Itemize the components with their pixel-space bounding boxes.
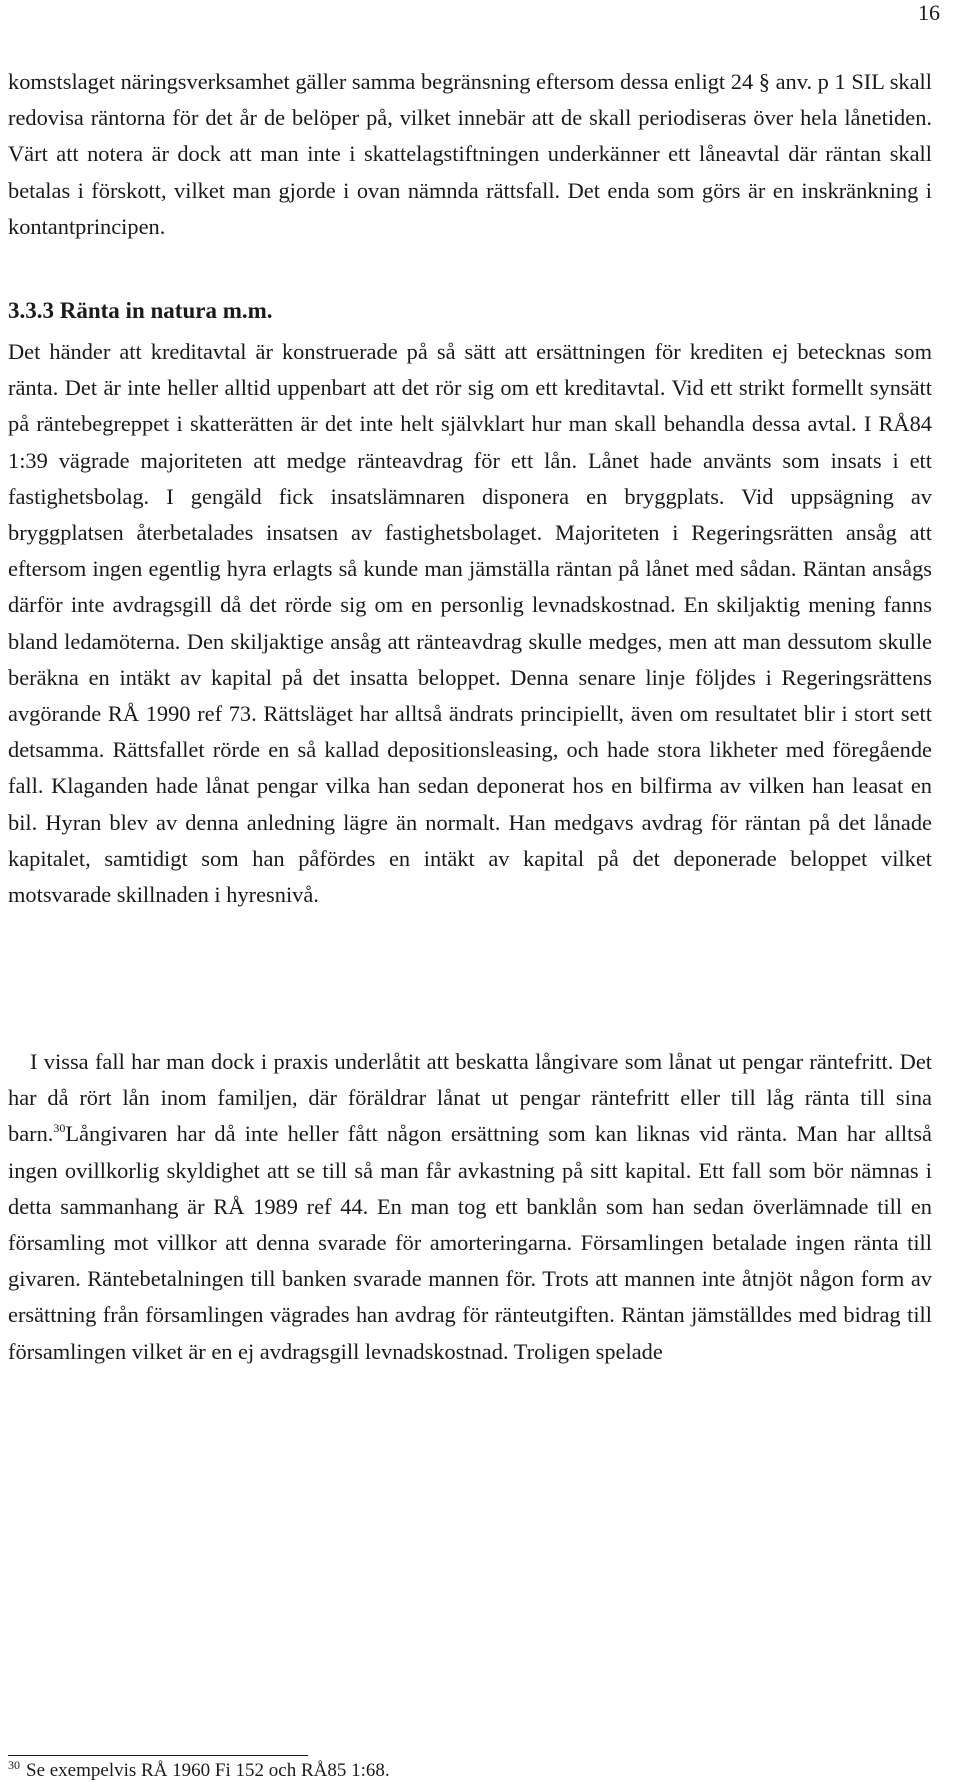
footnote-number: 30 (8, 1758, 20, 1772)
footnote-divider (8, 1755, 308, 1756)
page-number: 16 (918, 0, 940, 25)
paragraph-text: Det händer att kreditavtal är konstruerade på så sätt att ersättningen för krediten ej betecknas som ränta. Det är inte heller alltid uppenbart att det rör sig om ett kreditavtal. Vid ett strikt formellt synsätt på räntebegreppet i skatterätten är det inte helt självklart hur man skall behandla dessa avtal. I RÅ84 1:39 vägrade majoriteten att medge ränteavdrag för ett lån. Lånet hade använts som insats i ett fastighetsbolag. I gengäld fick insatslämnaren disponera en bryggplats. Vid uppsägning av bryggplatsen återbetalades insatsen av fastighetsbolaget. Majoriteten i Regeringsrätten ansåg att eftersom ingen egentlig hyra erlagts så kunde man jämställa räntan på lånet med sådan. Räntan ansågs därför inte avdragsgill då det rörde sig om en personlig levnadskostnad. En skiljaktig mening fanns bland ledamöterna. Den skiljaktige ansåg att ränteavdrag skulle medges, men att man dessutom skulle beräkna en intäkt av kapital på det insatta beloppet. Denna senare linje följdes i Regeringsrättens avgörande RÅ 1990 ref 73. Rättsläget har alltså ändrats principiellt, även om resultatet blir i stort sett detsamma. Rättsfallet rörde en så kallad depositionsleasing, och hade stora likheter med föregående fall. Klaganden hade lånat pengar vilka han sedan deponerat hos en bilfirma av vilken han leasat en bil. Hyran blev av denna anledning lägre än normalt. Han medgavs avdrag för räntan på det lånade kapitalet, samtidigt som han påfördes en intäkt av kapital på det deponerade beloppet vilket motsvarade skillnaden i hyresnivå. (8, 339, 932, 908)
footnote (8, 1760, 390, 1782)
paragraph-text (8, 1044, 932, 1370)
section-heading: 3.3.3 Ränta in natura m.m. (8, 298, 273, 323)
body-paragraph-3 (8, 1044, 932, 1370)
footnote-text: Se exempelvis RÅ 1960 Fi 152 och RÅ85 1:68. (26, 1760, 390, 1781)
footnote-reference[interactable]: 30 (53, 1121, 66, 1136)
paragraph-text-part: I vissa fall har man dock i praxis underlåtit att beskatta långivare som lånat ut pengar räntefritt. Det har då rört lån inom familjen, där föräldrar lånat ut pengar räntefritt eller till låg ränta till sina barn. (8, 1049, 932, 1147)
paragraph-text: komstslaget näringsverksamhet gäller samma begränsning eftersom dessa enligt 24 § anv. p 1 SIL skall redovisa räntorna för det år de belöper på, vilket innebär att de skall periodiseras över hela lånetiden. Värt att notera är dock att man inte i skattelagstiftningen underkänner ett låneavtal där räntan skall betalas i förskott, vilket man gjorde i ovan nämnda rättsfall. Det enda som görs är en inskränkning i kontantprincipen. (8, 69, 932, 239)
paragraph-text-part: Långivaren har då inte heller fått någon ersättning som kan liknas vid ränta. Man har alltså ingen ovillkorlig skyldighet att se till så man får avkastning på sitt kapital. Ett fall som bör nämnas i detta sammanhang är RÅ 1989 ref 44. En man tog ett banklån som han sedan överlämnade till en församling mot villkor att denna svarade för amorteringarna. Församlingen betalade ingen ränta till givaren. Räntebetalningen till banken svarade mannen för. Trots att mannen inte åtnjöt någon form av ersättning från församlingen vägrades han avdrag för ränteutgiften. Räntan jämställdes med bidrag till församlingen vilket är en ej avdragsgill levnadskostnad. Troligen spelade (8, 1121, 932, 1364)
body-paragraph-1 (8, 64, 932, 245)
body-paragraph-2 (8, 334, 932, 913)
